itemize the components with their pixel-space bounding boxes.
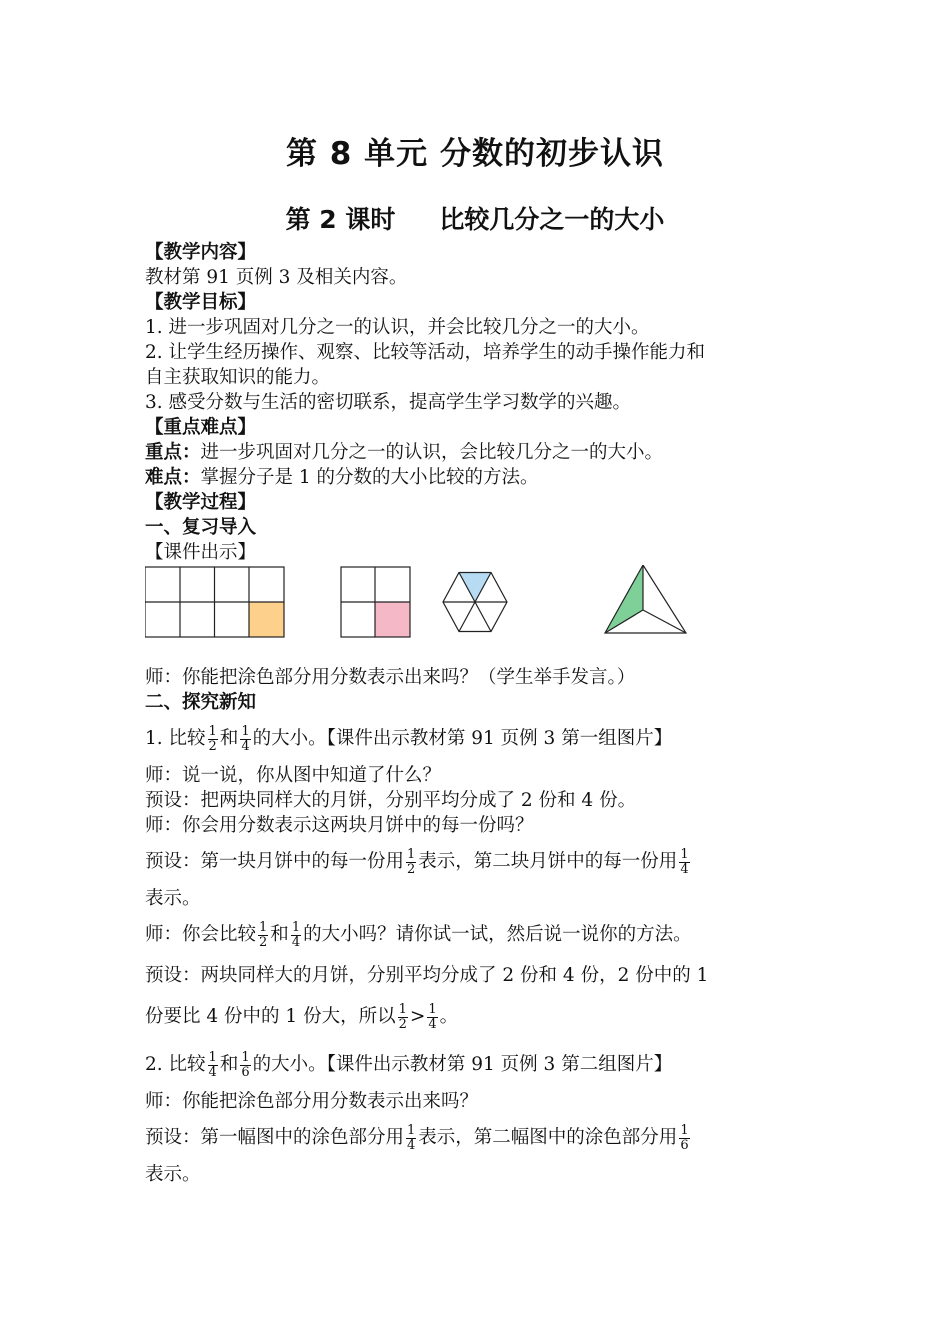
fraction-1-2: [208, 725, 218, 754]
grid-eight-parts: [145, 567, 284, 637]
preset-4-middle: 表示，第二幅图中的涂色部分用: [418, 1127, 678, 1148]
part2-heading: 二、探究新知: [145, 692, 257, 713]
preset-2-middle: 表示，第二块月饼中的每一份用: [418, 851, 678, 872]
preset-line-3b: [145, 993, 815, 1041]
teacher-line-2: 师：你会用分数表示这两块月饼中的每一份吗？: [145, 815, 534, 836]
preset-line-4-end: 表示。: [145, 1164, 201, 1185]
teacher-question-1: 师：你能把涂色部分用分数表示出来吗？（学生举手发言。）: [145, 667, 636, 688]
part1-heading: 一、复习导入: [145, 517, 257, 538]
numerator: 1: [259, 919, 268, 935]
teacher-line-4: 师：你能把涂色部分用分数表示出来吗？: [145, 1091, 479, 1112]
key-label: 重点：: [145, 442, 201, 463]
and-word: 和: [219, 1054, 239, 1075]
review-figures: [145, 565, 815, 665]
teacher-3-suffix: 的大小吗？请你试一试，然后说一说你的方法。: [303, 924, 692, 945]
preset-2-prefix: 预设：第一块月饼中的每一份用: [145, 851, 405, 872]
denominator: 4: [428, 1016, 437, 1032]
difficult-point: [145, 465, 815, 490]
numerator: 1: [680, 1122, 689, 1138]
denominator: 6: [680, 1137, 689, 1153]
denominator: 4: [407, 1137, 416, 1153]
denominator: 4: [291, 934, 301, 950]
fraction-1-6: [679, 1124, 689, 1153]
teacher-3-prefix: 师：你会比较: [145, 924, 257, 945]
numerator: 1: [407, 846, 416, 862]
preset-line-1: 预设：把两块同样大的月饼，分别平均分成了 2 份和 4 份。: [145, 790, 637, 811]
step-1-suffix: 的大小。【课件出示教材第 91 页例 3 第一组图片】: [252, 728, 673, 749]
greater-than-sign: >: [409, 1006, 426, 1027]
section-heading-content: 【教学内容】: [145, 242, 257, 263]
fraction-1-4: [291, 921, 301, 950]
fraction-1-4: [427, 1003, 437, 1032]
fraction-1-4: [240, 725, 250, 754]
section-heading-process: 【教学过程】: [145, 492, 257, 513]
triangle-three-parts: [605, 565, 686, 633]
goal-3: 3. 感受分数与生活的密切联系，提高学生学习数学的兴趣。: [145, 392, 632, 413]
numerator: 1: [241, 1049, 250, 1065]
numerator: 1: [407, 1122, 416, 1138]
grid-four-parts: [341, 567, 410, 637]
key-text: 进一步巩固对几分之一的认识，会比较几分之一的大小。: [200, 442, 664, 463]
denominator: 2: [398, 1016, 407, 1032]
key-point: [145, 440, 815, 465]
preset-3-prefix: 份要比 4 份中的 1 份大，所以: [145, 1006, 396, 1027]
denominator: 2: [208, 738, 217, 754]
teacher-line-3: [145, 911, 815, 959]
step-2-heading: [145, 1041, 815, 1089]
denominator: 2: [259, 934, 268, 950]
goal-1: 1. 进一步巩固对几分之一的认识，并会比较几分之一的大小。: [145, 317, 650, 338]
step-2-prefix: 2. 比较: [145, 1054, 206, 1075]
lesson-subtitle: [0, 200, 950, 236]
preset-line-2: [145, 838, 815, 886]
fraction-1-4: [406, 1124, 416, 1153]
step-1-prefix: 1. 比较: [145, 728, 206, 749]
section-heading-key: 【重点难点】: [145, 417, 257, 438]
numerator: 1: [291, 919, 301, 935]
denominator: 4: [208, 1064, 217, 1080]
denominator: 2: [407, 861, 416, 877]
preset-line-2-end: 表示。: [145, 888, 201, 909]
content-text: 教材第 91 页例 3 及相关内容。: [145, 267, 408, 288]
fraction-1-4: [679, 848, 689, 877]
teacher-line-1: 师：说一说，你从图中知道了什么？: [145, 765, 442, 786]
preset-4-prefix: 预设：第一幅图中的涂色部分用: [145, 1127, 405, 1148]
courseware-label: 【课件出示】: [145, 542, 257, 563]
numerator: 1: [398, 1001, 407, 1017]
step-2-suffix: 的大小。【课件出示教材第 91 页例 3 第二组图片】: [252, 1054, 673, 1075]
diff-label: 难点：: [145, 467, 201, 488]
numerator: 1: [241, 723, 250, 739]
numerator: 1: [680, 846, 689, 862]
section-heading-goals: 【教学目标】: [145, 292, 257, 313]
and-word: 和: [270, 924, 289, 945]
preset-line-3a: 预设：两块同样大的月饼，分别平均分成了 2 份和 4 份，2 份中的 1: [145, 965, 709, 986]
page-title: 第 8 单元 分数的初步认识: [286, 136, 664, 172]
goal-2b: 自主获取知识的能力。: [145, 367, 331, 388]
preset-line-4: [145, 1114, 815, 1162]
hexagon-six-parts: [443, 573, 507, 632]
lesson-topic: 比较几分之一的大小: [439, 205, 665, 234]
goal-2a: 2. 让学生经历操作、观察、比较等活动，培养学生的动手操作能力和: [145, 342, 706, 363]
numerator: 1: [208, 723, 217, 739]
denominator: 6: [241, 1064, 250, 1080]
fraction-1-2: [406, 848, 416, 877]
fraction-1-6: [240, 1051, 250, 1080]
diff-text: 掌握分子是 1 的分数的大小比较的方法。: [200, 467, 539, 488]
denominator: 4: [680, 861, 689, 877]
lesson-plan-body: [145, 240, 815, 1187]
lesson-number: 第 2 课时: [285, 205, 396, 234]
fraction-1-4: [208, 1051, 218, 1080]
fraction-1-2: [258, 921, 268, 950]
and-word: 和: [219, 728, 239, 749]
denominator: 4: [241, 738, 250, 754]
numerator: 1: [208, 1049, 217, 1065]
step-1-heading: [145, 715, 815, 763]
numerator: 1: [428, 1001, 437, 1017]
period: 。: [439, 1006, 459, 1027]
fraction-1-2: [398, 1003, 408, 1032]
